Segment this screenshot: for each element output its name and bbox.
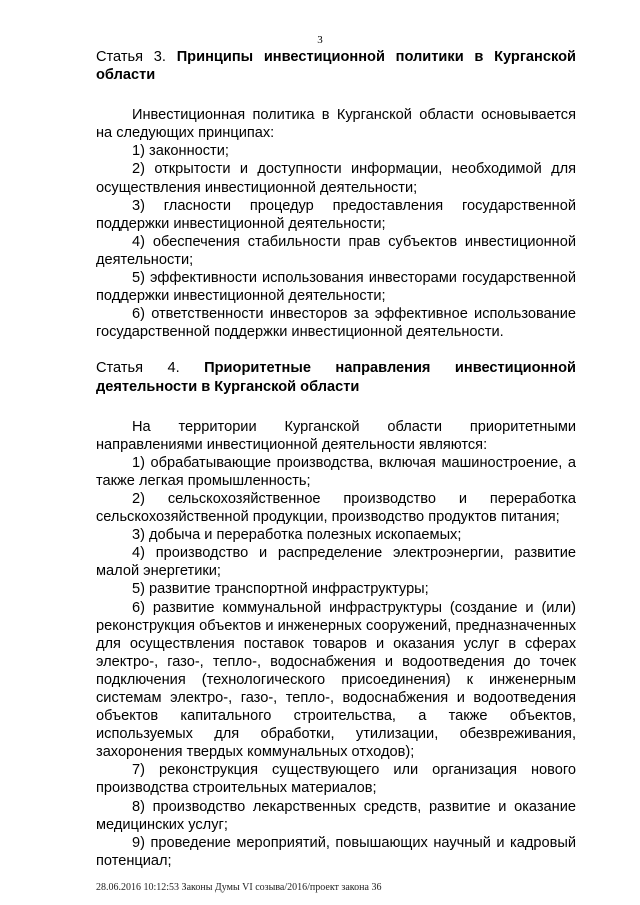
page-number: 3 [317, 34, 323, 46]
article-4-item: 3) добыча и переработка полезных ископаемых; [132, 527, 462, 544]
article-3-item: 5) эффективности использования инвесторами государственной поддержки инвестиционной деятельности; [96, 270, 576, 305]
article-4-number: Статья 4. [96, 360, 180, 377]
document-body [96, 48, 576, 870]
article-4-item: 5) развитие транспортной инфраструктуры; [132, 581, 429, 598]
article-3-number: Статья 3. [96, 49, 166, 65]
article-4-item: 6) развитие коммунальной инфраструктуры (создание и (или) реконструкция объектов и инженерных сооружений, предназначенных для осуществления поставок товаров и оказания услуг в сферах электро-, газо-, тепло-, водоснабжения и водоотведения до точек подключения (технологического присоединения) к инженерным системам электро-, газо-, тепло-, водоснабжения и водоотведения объектов капитального строительства, а также объектов, используемых для обработки, утилизации, обезвреживания, захоронения твердых коммунальных отходов); [96, 599, 576, 761]
article-4-item: 8) производство лекарственных средств, развитие и оказание медицинских услуг; [96, 798, 576, 833]
article-4-item: 7) реконструкция существующего или организация нового производства строительных материалов; [96, 762, 576, 797]
document-footer: 28.06.2016 10:12:53 Законы Думы VI созыва/2016/проект закона 36 [96, 882, 382, 893]
article-3-item: 4) обеспечения стабильности прав субъектов инвестиционной деятельности; [96, 233, 576, 268]
article-3-paragraph: Инвестиционная политика в Курганской области основывается на следующих принципах: [96, 107, 576, 142]
article-3-title: Принципы инвестиционной политики в Курганской области [96, 49, 576, 84]
article-3 [96, 48, 576, 341]
article-4-item: 2) сельскохозяйственное производство и переработка сельскохозяйственной продукции, производство продуктов питания; [96, 490, 576, 526]
article-4-item: 9) проведение мероприятий, повышающих научный и кадровый потенциал; [96, 834, 576, 869]
article-3-heading [96, 48, 576, 84]
article-3-item: 3) гласности процедур предоставления государственной поддержки инвестиционной деятельности; [96, 197, 576, 232]
article-4-heading [96, 359, 576, 395]
article-4-title: Приоритетные направления инвестиционной деятельности в Курганской области [96, 360, 577, 395]
article-3-item: 6) ответственности инвесторов за эффективное использование государственной поддержки инвестиционной деятельности. [96, 306, 576, 341]
article-3-item: 2) открытости и доступности информации, необходимой для осуществления инвестиционной деятельности; [96, 161, 576, 196]
article-4-item: 4) производство и распределение электроэнергии, развитие малой энергетики; [96, 545, 576, 580]
article-4-paragraph: На территории Курганской области приоритетными направлениями инвестиционной деятельности являются: [96, 418, 576, 453]
article-4-item: 1) обрабатывающие производства, включая машиностроение, а также легкая промышленность; [96, 454, 576, 489]
article-4 [96, 359, 576, 870]
article-3-item: 1) законности; [132, 143, 229, 160]
